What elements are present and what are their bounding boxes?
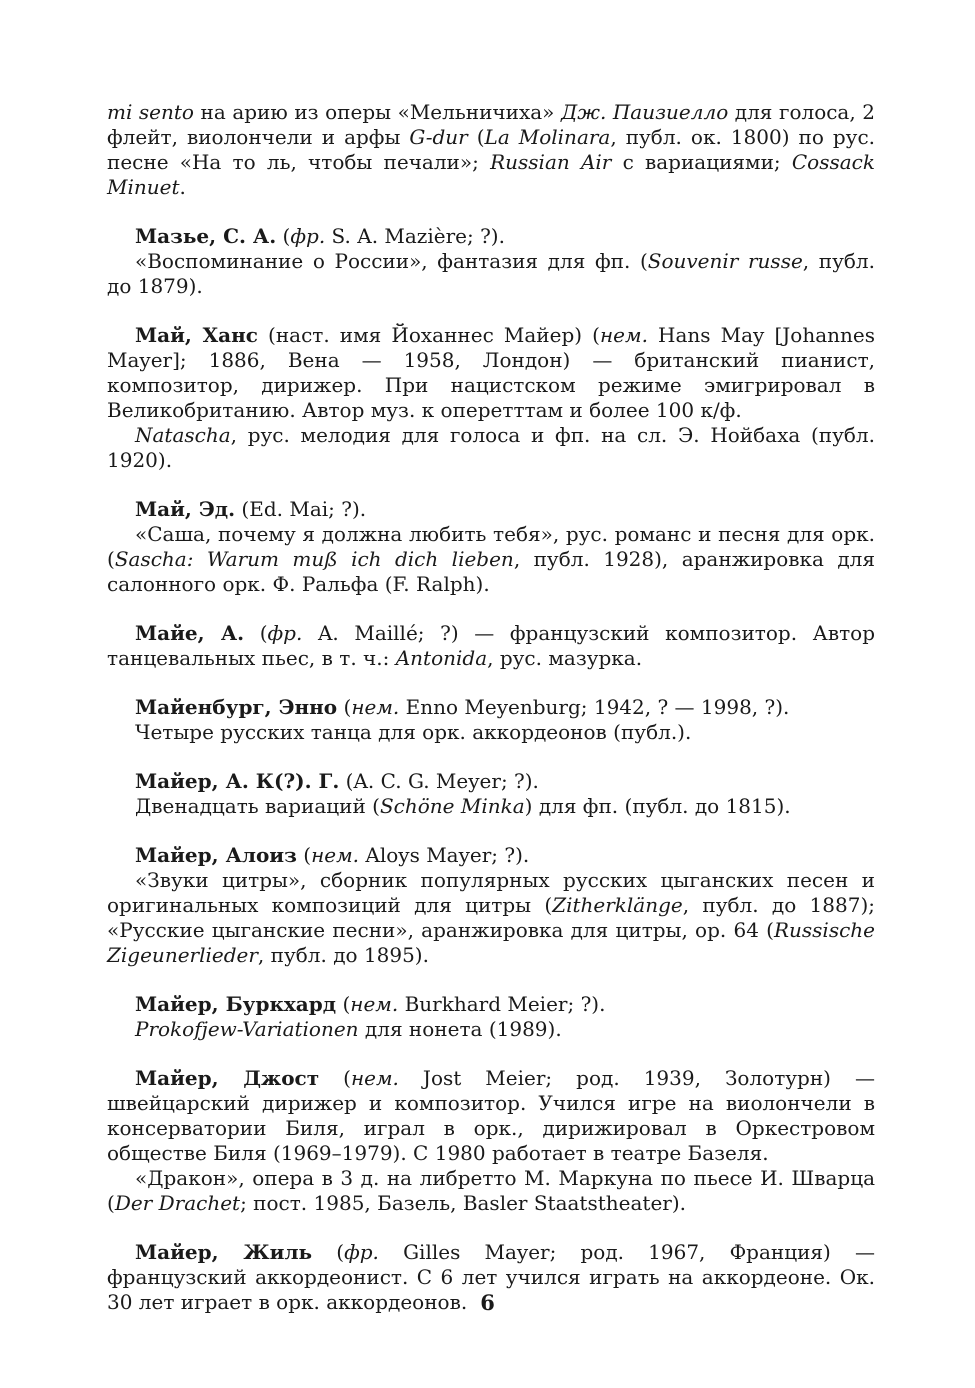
text-run: ( bbox=[312, 1240, 345, 1264]
text-run: ( bbox=[337, 695, 352, 719]
entry-works bbox=[107, 423, 875, 473]
entry-name: Майер, Джост bbox=[135, 1066, 320, 1090]
text-run: на арию из оперы «Мельничиха» bbox=[193, 100, 561, 124]
text-run: , публ. до 1879). bbox=[107, 249, 875, 298]
entry-maille bbox=[107, 621, 875, 671]
text-run: G-dur bbox=[409, 125, 468, 149]
text-run: , публ. ок. 1800) по рус. песне «На то ль, чтобы печали»; bbox=[107, 125, 876, 174]
text-run: Enno Meyenburg; 1942, ? — 1998, ?). bbox=[399, 695, 790, 719]
text-run: «Дракон», опера в 3 д. на либретто М. Маркуна по пьесе И. Шварца ( bbox=[107, 1166, 875, 1215]
entry-name: Май, Ханс bbox=[135, 323, 258, 347]
entry-heading bbox=[107, 695, 875, 720]
text-run: ( bbox=[276, 224, 291, 248]
entry-heading bbox=[107, 992, 875, 1017]
entry-name: Майер, Алоиз bbox=[135, 843, 297, 867]
entry-name: Май, Эд. bbox=[135, 497, 236, 521]
text-run: Schöne Minka bbox=[379, 794, 525, 818]
text-run: La Molinara bbox=[484, 125, 611, 149]
entry-works bbox=[107, 1017, 875, 1042]
text-run: S. A. Mazière; ?). bbox=[325, 224, 505, 248]
text-run: Russische Zigeunerlieder bbox=[107, 918, 875, 967]
entry-heading bbox=[107, 224, 875, 249]
entry-name: Майер, Жиль bbox=[135, 1240, 313, 1264]
entry-paragraph bbox=[107, 100, 875, 200]
entry-heading bbox=[107, 323, 875, 423]
text-run: для голоса, 2 флейт, виолончели и арфы bbox=[107, 100, 875, 149]
text-run: (наст. имя Йоханнес Майер) ( bbox=[257, 323, 600, 347]
entry-mayer-alois bbox=[107, 843, 875, 968]
text-run: фр. bbox=[290, 224, 326, 248]
text-run: Souvenir russe bbox=[647, 249, 803, 273]
entry-meier-burkhard bbox=[107, 992, 875, 1042]
text-run: для нонета (1989). bbox=[358, 1017, 562, 1041]
text-run: , публ. до 1895). bbox=[257, 943, 429, 967]
text-run: с вариациями; bbox=[611, 150, 792, 174]
text-run: ; пост. 1985, Базель, Basler Staatstheater). bbox=[240, 1191, 687, 1215]
text-run: Russian Air bbox=[490, 150, 612, 174]
text-run: нем. bbox=[311, 843, 360, 867]
text-run: Aloys Mayer; ?). bbox=[359, 843, 530, 867]
entry-works bbox=[107, 720, 875, 745]
entry-heading bbox=[107, 1066, 875, 1166]
entry-works bbox=[107, 522, 875, 597]
text-run: Prokofjew-Variationen bbox=[135, 1017, 359, 1041]
text-run: , публ. до 1887); «Русские цыганские песни», аранжировка для цитры, ор. 64 ( bbox=[107, 893, 875, 942]
text-run: Jost Meier; род. 1939, Золотурн) — швейцарский дирижер и композитор. Учился игре на виолончели в консерватории Биля, играл в орк., дирижировал в Оркестровом обществе Биля (1969–1979). С 1980 работает в театре Базеля. bbox=[107, 1066, 875, 1165]
text-run: , рус. мазурка. bbox=[487, 646, 643, 670]
text-run: Der Drachet bbox=[114, 1191, 241, 1215]
text-run: Gilles Mayer; род. 1967, Франция) — французский аккордеонист. С 6 лет учился играть на аккордеоне. Ок. 30 лет играет в орк. аккордеонов. bbox=[107, 1240, 875, 1314]
text-run: нем. bbox=[599, 323, 648, 347]
text-run: ) для фп. (публ. до 1815). bbox=[524, 794, 791, 818]
text-run: Дж. Паизиелло bbox=[560, 100, 729, 124]
entry-meier-jost bbox=[107, 1066, 875, 1216]
text-run: Hans May [Johannes Mayer]; 1886, Вена — 1958, Лондон) — британский пианист, композитор, дирижер. При нацистском режиме эмигрировал в Великобританию. Автор муз. к оперетттам и более 100 к/ф. bbox=[107, 323, 875, 422]
text-run: «Звуки цитры», сборник популярных русских цыганских песен и оригинальных композиций для цитры ( bbox=[107, 868, 875, 917]
text-column bbox=[107, 100, 875, 1315]
entry-name: Майер, Буркхард bbox=[135, 992, 337, 1016]
entry-heading bbox=[107, 497, 875, 522]
text-run: нем. bbox=[351, 695, 400, 719]
entry-heading bbox=[107, 843, 875, 868]
text-run: ( bbox=[467, 125, 485, 149]
entry-mazier bbox=[107, 224, 875, 299]
text-run: (Ed. Mai; ?). bbox=[235, 497, 367, 521]
text-run: ( bbox=[296, 843, 312, 867]
text-run: Двенадцать вариаций ( bbox=[135, 794, 380, 818]
entry-heading bbox=[107, 769, 875, 794]
text-run: A. Maillé; ?) — французский композитор. Автор танцевальных пьес, в т. ч.: bbox=[107, 621, 875, 670]
text-run: (A. C. G. Meyer; ?). bbox=[339, 769, 539, 793]
entry-meyer-acg bbox=[107, 769, 875, 819]
entry-continuation bbox=[107, 100, 875, 200]
entry-name: Мазье, С. А. bbox=[135, 224, 277, 248]
entry-works bbox=[107, 868, 875, 968]
text-run: Natascha bbox=[135, 423, 231, 447]
entry-name: Майе, А. bbox=[135, 621, 245, 645]
entry-name: Майенбург, Энно bbox=[135, 695, 338, 719]
text-run: Cossack Minuet bbox=[107, 150, 875, 199]
text-run: Четыре русских танца для орк. аккордеонов (публ.). bbox=[135, 720, 692, 744]
text-run: Zitherklänge bbox=[552, 893, 683, 917]
text-run: нем. bbox=[350, 992, 399, 1016]
text-run: mi sento bbox=[107, 100, 194, 124]
entry-may-hans bbox=[107, 323, 875, 473]
entry-meyenburg bbox=[107, 695, 875, 745]
text-run: ( bbox=[244, 621, 268, 645]
text-run: , публ. 1928), аранжировка для салонного орк. Ф. Ральфа (F. Ralph). bbox=[107, 547, 876, 596]
entry-works bbox=[107, 794, 875, 819]
text-run: Antonida bbox=[395, 646, 488, 670]
text-run: фр. bbox=[344, 1240, 379, 1264]
entry-works bbox=[107, 1166, 875, 1216]
text-run: . bbox=[179, 175, 186, 199]
entry-works bbox=[107, 249, 875, 299]
text-run: «Саша, почему я должна любить тебя», рус. романс и песня для орк. ( bbox=[107, 522, 875, 571]
text-run: , рус. мелодия для голоса и фп. на сл. Э. Нойбаха (публ. 1920). bbox=[107, 423, 875, 472]
text-run: «Воспоминание о России», фантазия для фп. ( bbox=[135, 249, 648, 273]
text-run: нем. bbox=[350, 1066, 399, 1090]
text-run: Burkhard Meier; ?). bbox=[398, 992, 606, 1016]
entry-may-ed bbox=[107, 497, 875, 597]
page-number: 6 bbox=[480, 1290, 495, 1315]
text-run: ( bbox=[336, 992, 351, 1016]
text-run: фр. bbox=[267, 621, 303, 645]
entry-name: Майер, А. К(?). Г. bbox=[135, 769, 340, 793]
text-run: ( bbox=[319, 1066, 351, 1090]
text-run: Sascha: Warum muß ich dich lieben bbox=[114, 547, 514, 571]
entry-heading bbox=[107, 621, 875, 671]
